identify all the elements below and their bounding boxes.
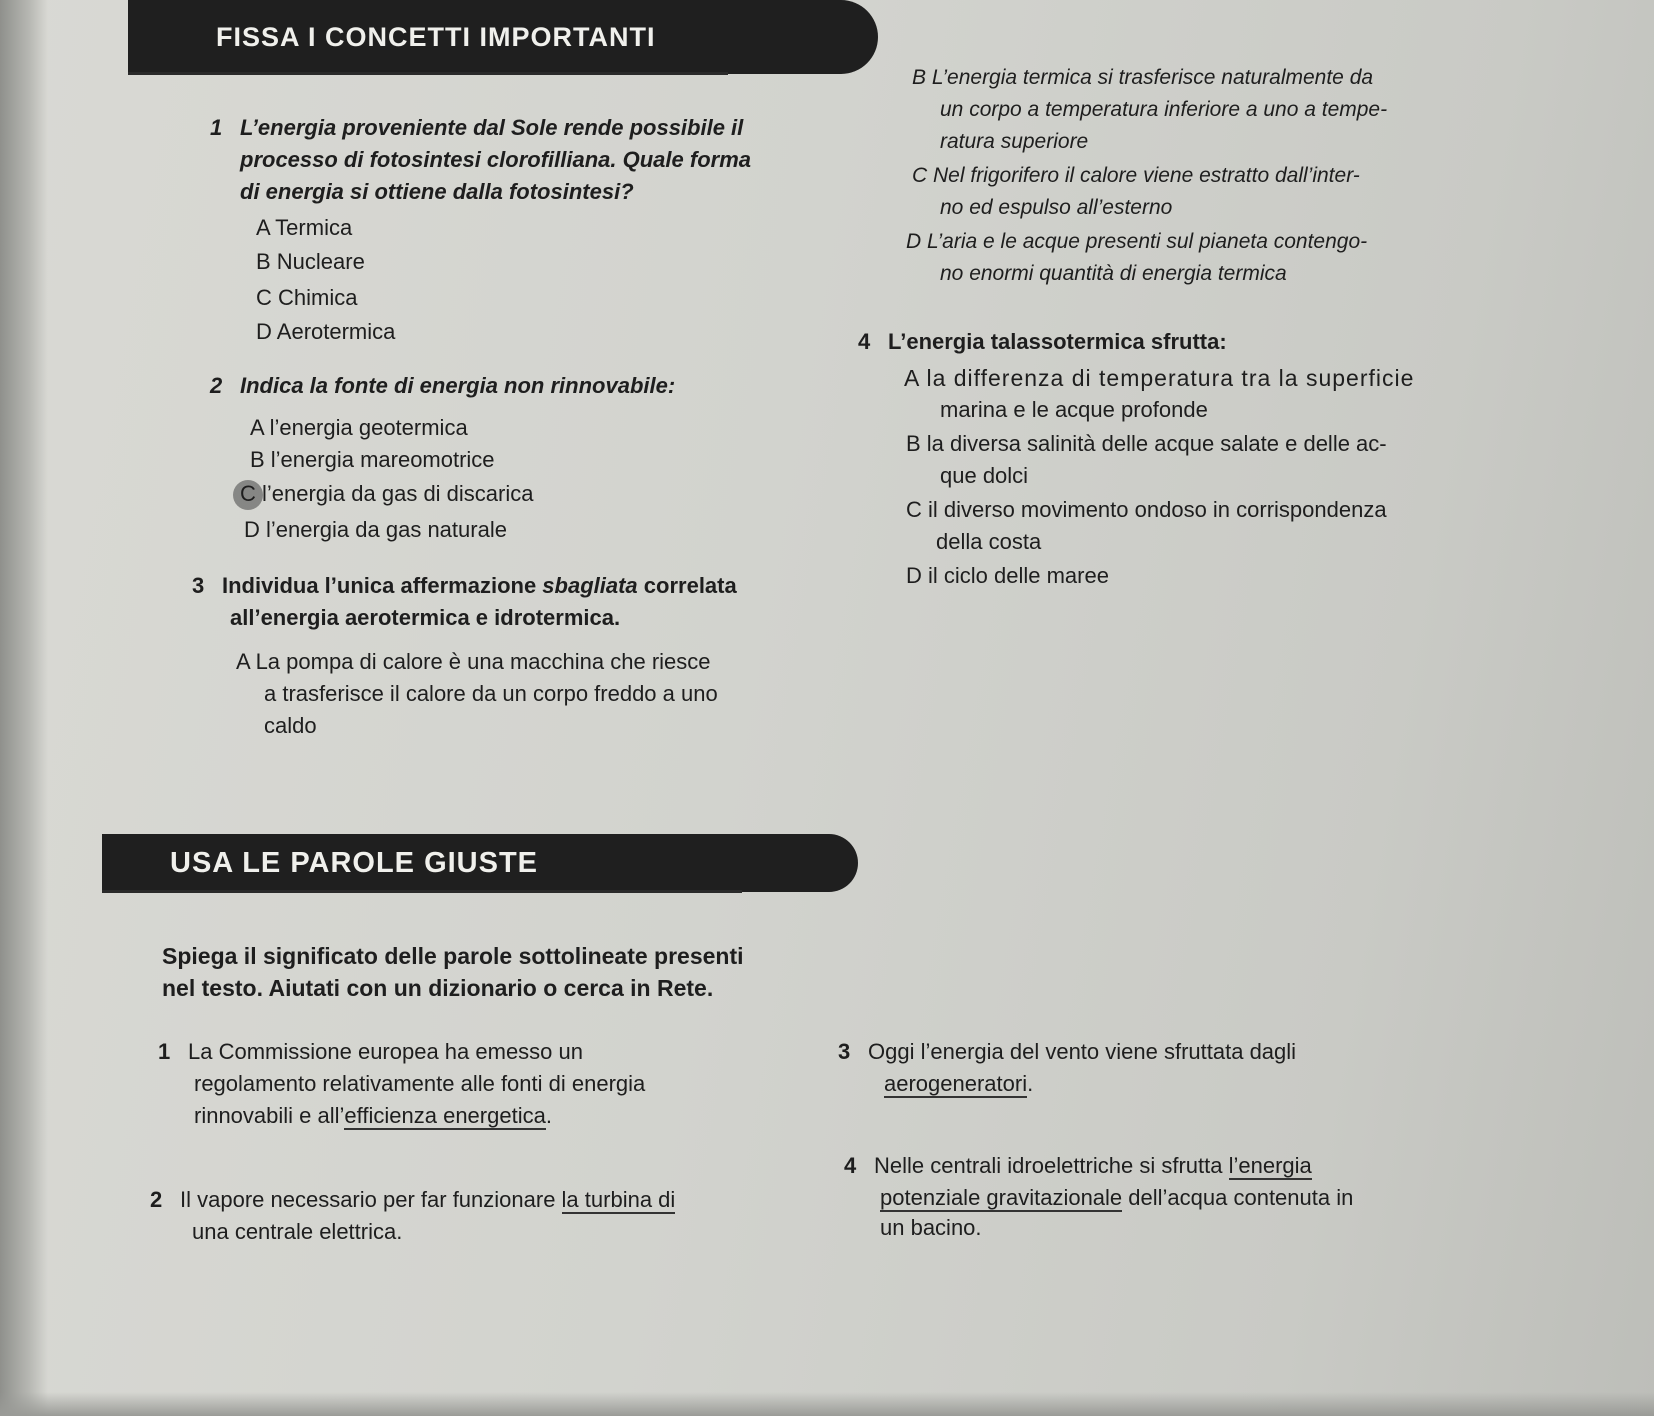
item1-number: 1: [158, 1039, 171, 1064]
q3-emphasis: sbagliata: [542, 573, 638, 598]
item4-line2: potenziale gravitazionale dell’acqua contenuta in: [880, 1185, 1354, 1210]
item2-line1: 2 Il vapore necessario per far funzionare la turbina di: [150, 1184, 675, 1216]
q2-number: 2: [210, 373, 223, 398]
q2-option-c[interactable]: C l’energia da gas di discarica: [240, 481, 534, 506]
q3-option-a-line3: caldo: [264, 713, 317, 738]
q4-option-b-line2: que dolci: [940, 463, 1029, 488]
q3-line1: 3 Individua l’unica affermazione sbagliata correlata: [192, 570, 737, 602]
q1-line1: 1 L’energia proveniente dal Sole rende possibile il: [210, 112, 743, 144]
q4-question: 4 L’energia talassotermica sfrutta:: [858, 326, 1227, 358]
q4-option-c-line1[interactable]: C il diverso movimento ondoso in corrispondenza: [906, 497, 1387, 522]
item1-line1: 1 La Commissione europea ha emesso un: [158, 1036, 583, 1068]
item2-number: 2: [150, 1187, 163, 1212]
section2-intro-line1: Spiega il significato delle parole sottolineate presenti: [162, 943, 744, 969]
q2-option-b[interactable]: B l’energia mareomotrice: [250, 447, 495, 472]
q1-option-c[interactable]: C Chimica: [256, 285, 358, 310]
page-left-shadow: [0, 0, 48, 1416]
underlined-term: potenziale gravitazionale: [880, 1185, 1123, 1210]
q3-option-a-line1[interactable]: A La pompa di calore è una macchina che riesce: [236, 649, 711, 674]
item2-line2: una centrale elettrica.: [192, 1219, 403, 1244]
q3-option-d-line2: no enormi quantità di energia termica: [940, 262, 1287, 285]
q1-number: 1: [210, 115, 223, 140]
underlined-term: aerogeneratori: [884, 1071, 1028, 1096]
item4-line1: 4 Nelle centrali idroelettriche si sfrutta l’energia: [844, 1150, 1312, 1182]
q3-option-b-line3: ratura superiore: [940, 130, 1089, 153]
q4-option-c-line2: della costa: [936, 529, 1042, 554]
q3-option-c-line2: no ed espulso all’esterno: [940, 196, 1173, 219]
banner-underline: [128, 72, 728, 75]
q3-option-b-line1[interactable]: B L’energia termica si trasferisce naturalmente da: [912, 66, 1374, 89]
underlined-term: l’energia: [1228, 1153, 1312, 1178]
item4-line3: un bacino.: [880, 1215, 982, 1240]
section2-intro-line2: nel testo. Aiutati con un dizionario o cerca in Rete.: [162, 975, 714, 1001]
q4-option-a-line2: marina e le acque profonde: [940, 397, 1208, 422]
q3-option-d-line1[interactable]: D L’aria e le acque presenti sul pianeta contengo-: [906, 230, 1368, 253]
q3-option-c-line1[interactable]: C Nel frigorifero il calore viene estratto dall’inter-: [912, 164, 1360, 187]
item4-number: 4: [844, 1153, 857, 1178]
item3-line2: aerogeneratori.: [884, 1071, 1034, 1096]
q2-option-a[interactable]: A l’energia geotermica: [250, 415, 468, 440]
page-bottom-shadow: [0, 1392, 1654, 1416]
q2-option-d[interactable]: D l’energia da gas naturale: [244, 517, 507, 542]
q3-option-a-line2: a trasferisce il calore da un corpo freddo a uno: [264, 681, 718, 706]
item1-line2: regolamento relativamente alle fonti di energia: [194, 1071, 646, 1096]
q4-option-a-line1[interactable]: A la differenza di temperatura tra la superficie: [904, 365, 1415, 391]
q4-number: 4: [858, 329, 871, 354]
item3-number: 3: [838, 1039, 851, 1064]
section-banner-usa-parole: [102, 834, 858, 892]
item3-line1: 3 Oggi l’energia del vento viene sfruttata dagli: [838, 1036, 1296, 1068]
q4-option-d-line1[interactable]: D il ciclo delle maree: [906, 563, 1109, 588]
q1-option-b[interactable]: B Nucleare: [256, 249, 365, 274]
banner-underline: [102, 890, 742, 893]
q1-line2: processo di fotosintesi clorofilliana. Quale forma: [240, 147, 751, 172]
q3-line2: all’energia aerotermica e idrotermica.: [230, 605, 621, 630]
item1-line3: rinnovabili e all’efficienza energetica.: [194, 1103, 552, 1128]
underlined-term: la turbina di: [561, 1187, 676, 1212]
q1-line3: di energia si ottiene dalla fotosintesi?: [240, 179, 634, 204]
section-banner-fissa-concetti: [128, 0, 878, 74]
q1-option-a[interactable]: A Termica: [256, 215, 353, 240]
q1-option-d[interactable]: D Aerotermica: [256, 319, 396, 344]
q3-number: 3: [192, 573, 205, 598]
underlined-term: efficienza energetica: [344, 1103, 546, 1128]
q3-option-b-line2: un corpo a temperatura inferiore a uno a tempe-: [940, 98, 1388, 121]
section-title: USA LE PAROLE GIUSTE: [170, 846, 539, 879]
section-title: FISSA I CONCETTI IMPORTANTI: [216, 21, 656, 52]
q4-option-b-line1[interactable]: B la diversa salinità delle acque salate e delle ac-: [906, 431, 1387, 456]
q2-question: 2 Indica la fonte di energia non rinnovabile:: [210, 370, 675, 402]
